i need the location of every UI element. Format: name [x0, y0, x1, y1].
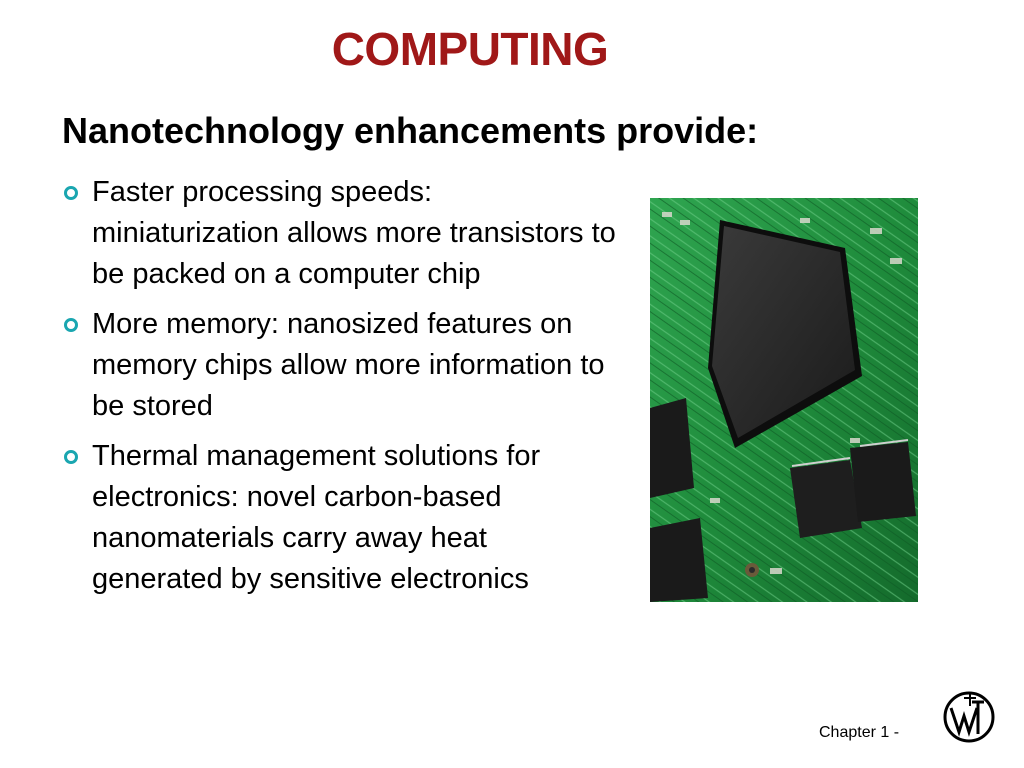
bullet-ring-icon — [64, 318, 78, 332]
chapter-footer: Chapter 1 - — [819, 724, 900, 741]
bullet-ring-icon — [64, 186, 78, 200]
bullet-item — [62, 172, 622, 295]
bullet-ring-icon — [64, 450, 78, 464]
bullet-text: Faster processing speeds: miniaturization allows more transistors to be packed on a computer chip — [92, 176, 616, 290]
slide-title: COMPUTING — [331, 23, 609, 75]
bullet-text: Thermal management solutions for electronics: novel carbon-based nanomaterials carry away heat generated by sensitive electronics — [92, 440, 541, 595]
bullet-item — [62, 304, 622, 427]
bullet-list — [62, 172, 622, 609]
circuit-board-image — [650, 198, 918, 602]
slide-subtitle: Nanotechnology enhancements provide: — [62, 110, 759, 151]
wiley-logo — [942, 688, 996, 746]
bullet-item — [62, 436, 622, 600]
bullet-text: More memory: nanosized features on memory chips allow more information to be stored — [92, 308, 605, 422]
